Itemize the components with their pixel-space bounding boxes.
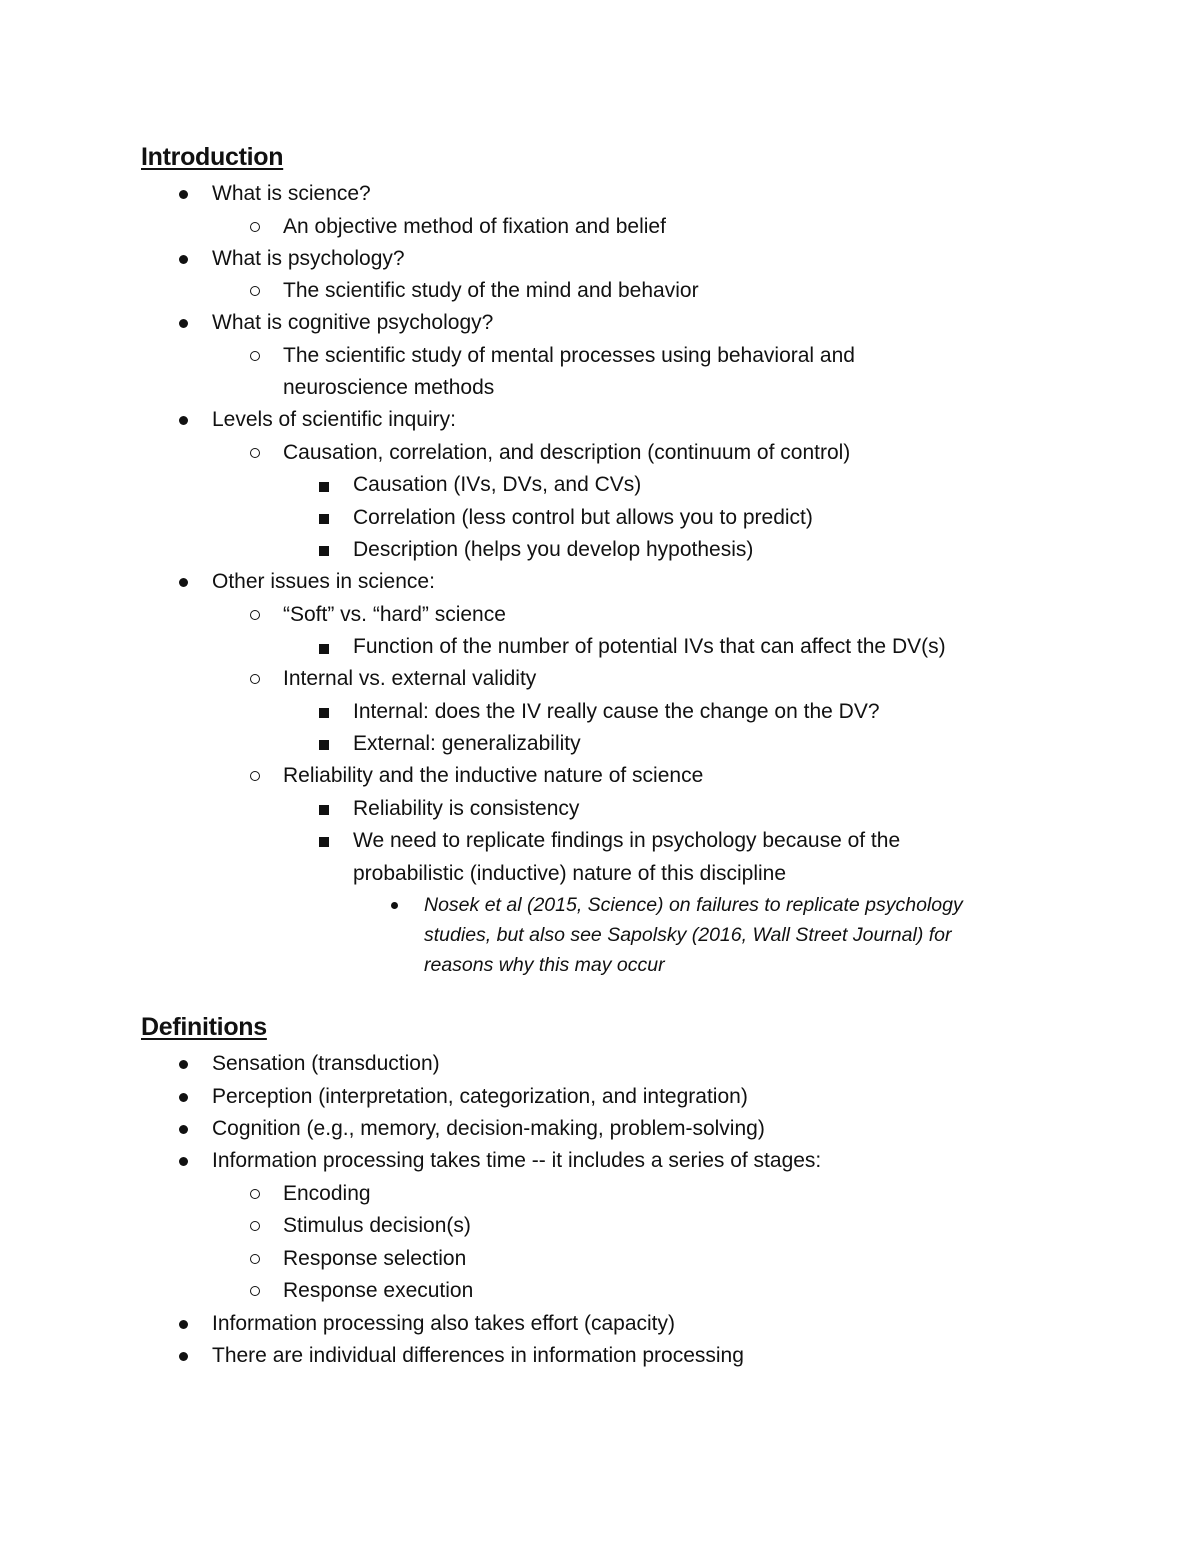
bullet-icon	[250, 286, 260, 296]
list-item: Correlation (less control but allows you to predict)	[353, 506, 813, 529]
bullet-icon	[391, 902, 398, 909]
list-item: Information processing takes time -- it includes a series of stages:	[212, 1149, 822, 1172]
bullet-icon	[179, 1157, 188, 1166]
list-item: An objective method of fixation and belief	[283, 215, 666, 238]
list-item: The scientific study of the mind and behavior	[283, 279, 699, 302]
list-item: Internal: does the IV really cause the change on the DV?	[353, 700, 880, 723]
definitions-heading: Definitions	[141, 1013, 267, 1041]
bullet-icon	[179, 1060, 188, 1069]
bullet-icon	[319, 546, 329, 556]
bullet-icon	[250, 771, 260, 781]
list-item: Sensation (transduction)	[212, 1052, 440, 1075]
bullet-icon	[179, 1093, 188, 1102]
bullet-icon	[250, 1221, 260, 1231]
list-item: What is cognitive psychology?	[212, 311, 494, 334]
citation-note-continuation: reasons why this may occur	[424, 954, 665, 976]
list-item: Information processing also takes effort (capacity)	[212, 1312, 675, 1335]
bullet-icon	[250, 1189, 260, 1199]
bullet-icon	[179, 416, 188, 425]
list-item-continuation: neuroscience methods	[283, 376, 495, 399]
bullet-icon	[179, 319, 188, 328]
list-item: Levels of scientific inquiry:	[212, 408, 456, 431]
bullet-icon	[250, 351, 260, 361]
list-item: What is psychology?	[212, 247, 405, 270]
bullet-icon	[319, 708, 329, 718]
list-item: Other issues in science:	[212, 570, 435, 593]
bullet-icon	[250, 448, 260, 458]
bullet-icon	[250, 1254, 260, 1264]
citation-note-continuation: studies, but also see Sapolsky (2016, Wall Street Journal) for	[424, 924, 952, 946]
bullet-icon	[179, 190, 188, 199]
bullet-icon	[179, 255, 188, 264]
bullet-icon	[319, 644, 329, 654]
bullet-icon	[319, 514, 329, 524]
bullet-icon	[179, 1125, 188, 1134]
bullet-icon	[250, 674, 260, 684]
list-item: Perception (interpretation, categorization, and integration)	[212, 1085, 748, 1108]
list-item-continuation: probabilistic (inductive) nature of this discipline	[353, 862, 787, 885]
bullet-icon	[319, 740, 329, 750]
bullet-icon	[250, 1286, 260, 1296]
introduction-heading: Introduction	[141, 143, 284, 171]
list-item: Description (helps you develop hypothesis)	[353, 538, 754, 561]
bullet-icon	[319, 837, 329, 847]
list-item: There are individual differences in information processing	[212, 1344, 744, 1367]
list-item: Stimulus decision(s)	[283, 1214, 471, 1237]
list-item: Response selection	[283, 1247, 467, 1270]
bullet-icon	[319, 482, 329, 492]
bullet-icon	[250, 222, 260, 232]
list-item: Encoding	[283, 1182, 371, 1205]
list-item: Function of the number of potential IVs that can affect the DV(s)	[353, 635, 946, 658]
list-item: The scientific study of mental processes using behavioral and	[283, 344, 855, 367]
bullet-icon	[250, 610, 260, 620]
bullet-icon	[179, 578, 188, 587]
list-item: Cognition (e.g., memory, decision-making, problem-solving)	[212, 1117, 765, 1140]
list-item: Reliability and the inductive nature of science	[283, 764, 704, 787]
list-item: Causation (IVs, DVs, and CVs)	[353, 473, 642, 496]
list-item: Causation, correlation, and description (continuum of control)	[283, 441, 851, 464]
bullet-icon	[319, 805, 329, 815]
list-item: Response execution	[283, 1279, 474, 1302]
bullet-icon	[179, 1320, 188, 1329]
list-item: What is science?	[212, 182, 371, 205]
list-item: “Soft” vs. “hard” science	[283, 603, 506, 626]
list-item: Internal vs. external validity	[283, 667, 537, 690]
list-item: External: generalizability	[353, 732, 581, 755]
bullet-icon	[179, 1352, 188, 1361]
list-item: Reliability is consistency	[353, 797, 580, 820]
list-item: We need to replicate findings in psychology because of the	[353, 829, 901, 852]
citation-note: Nosek et al (2015, Science) on failures to replicate psychology	[424, 894, 963, 916]
